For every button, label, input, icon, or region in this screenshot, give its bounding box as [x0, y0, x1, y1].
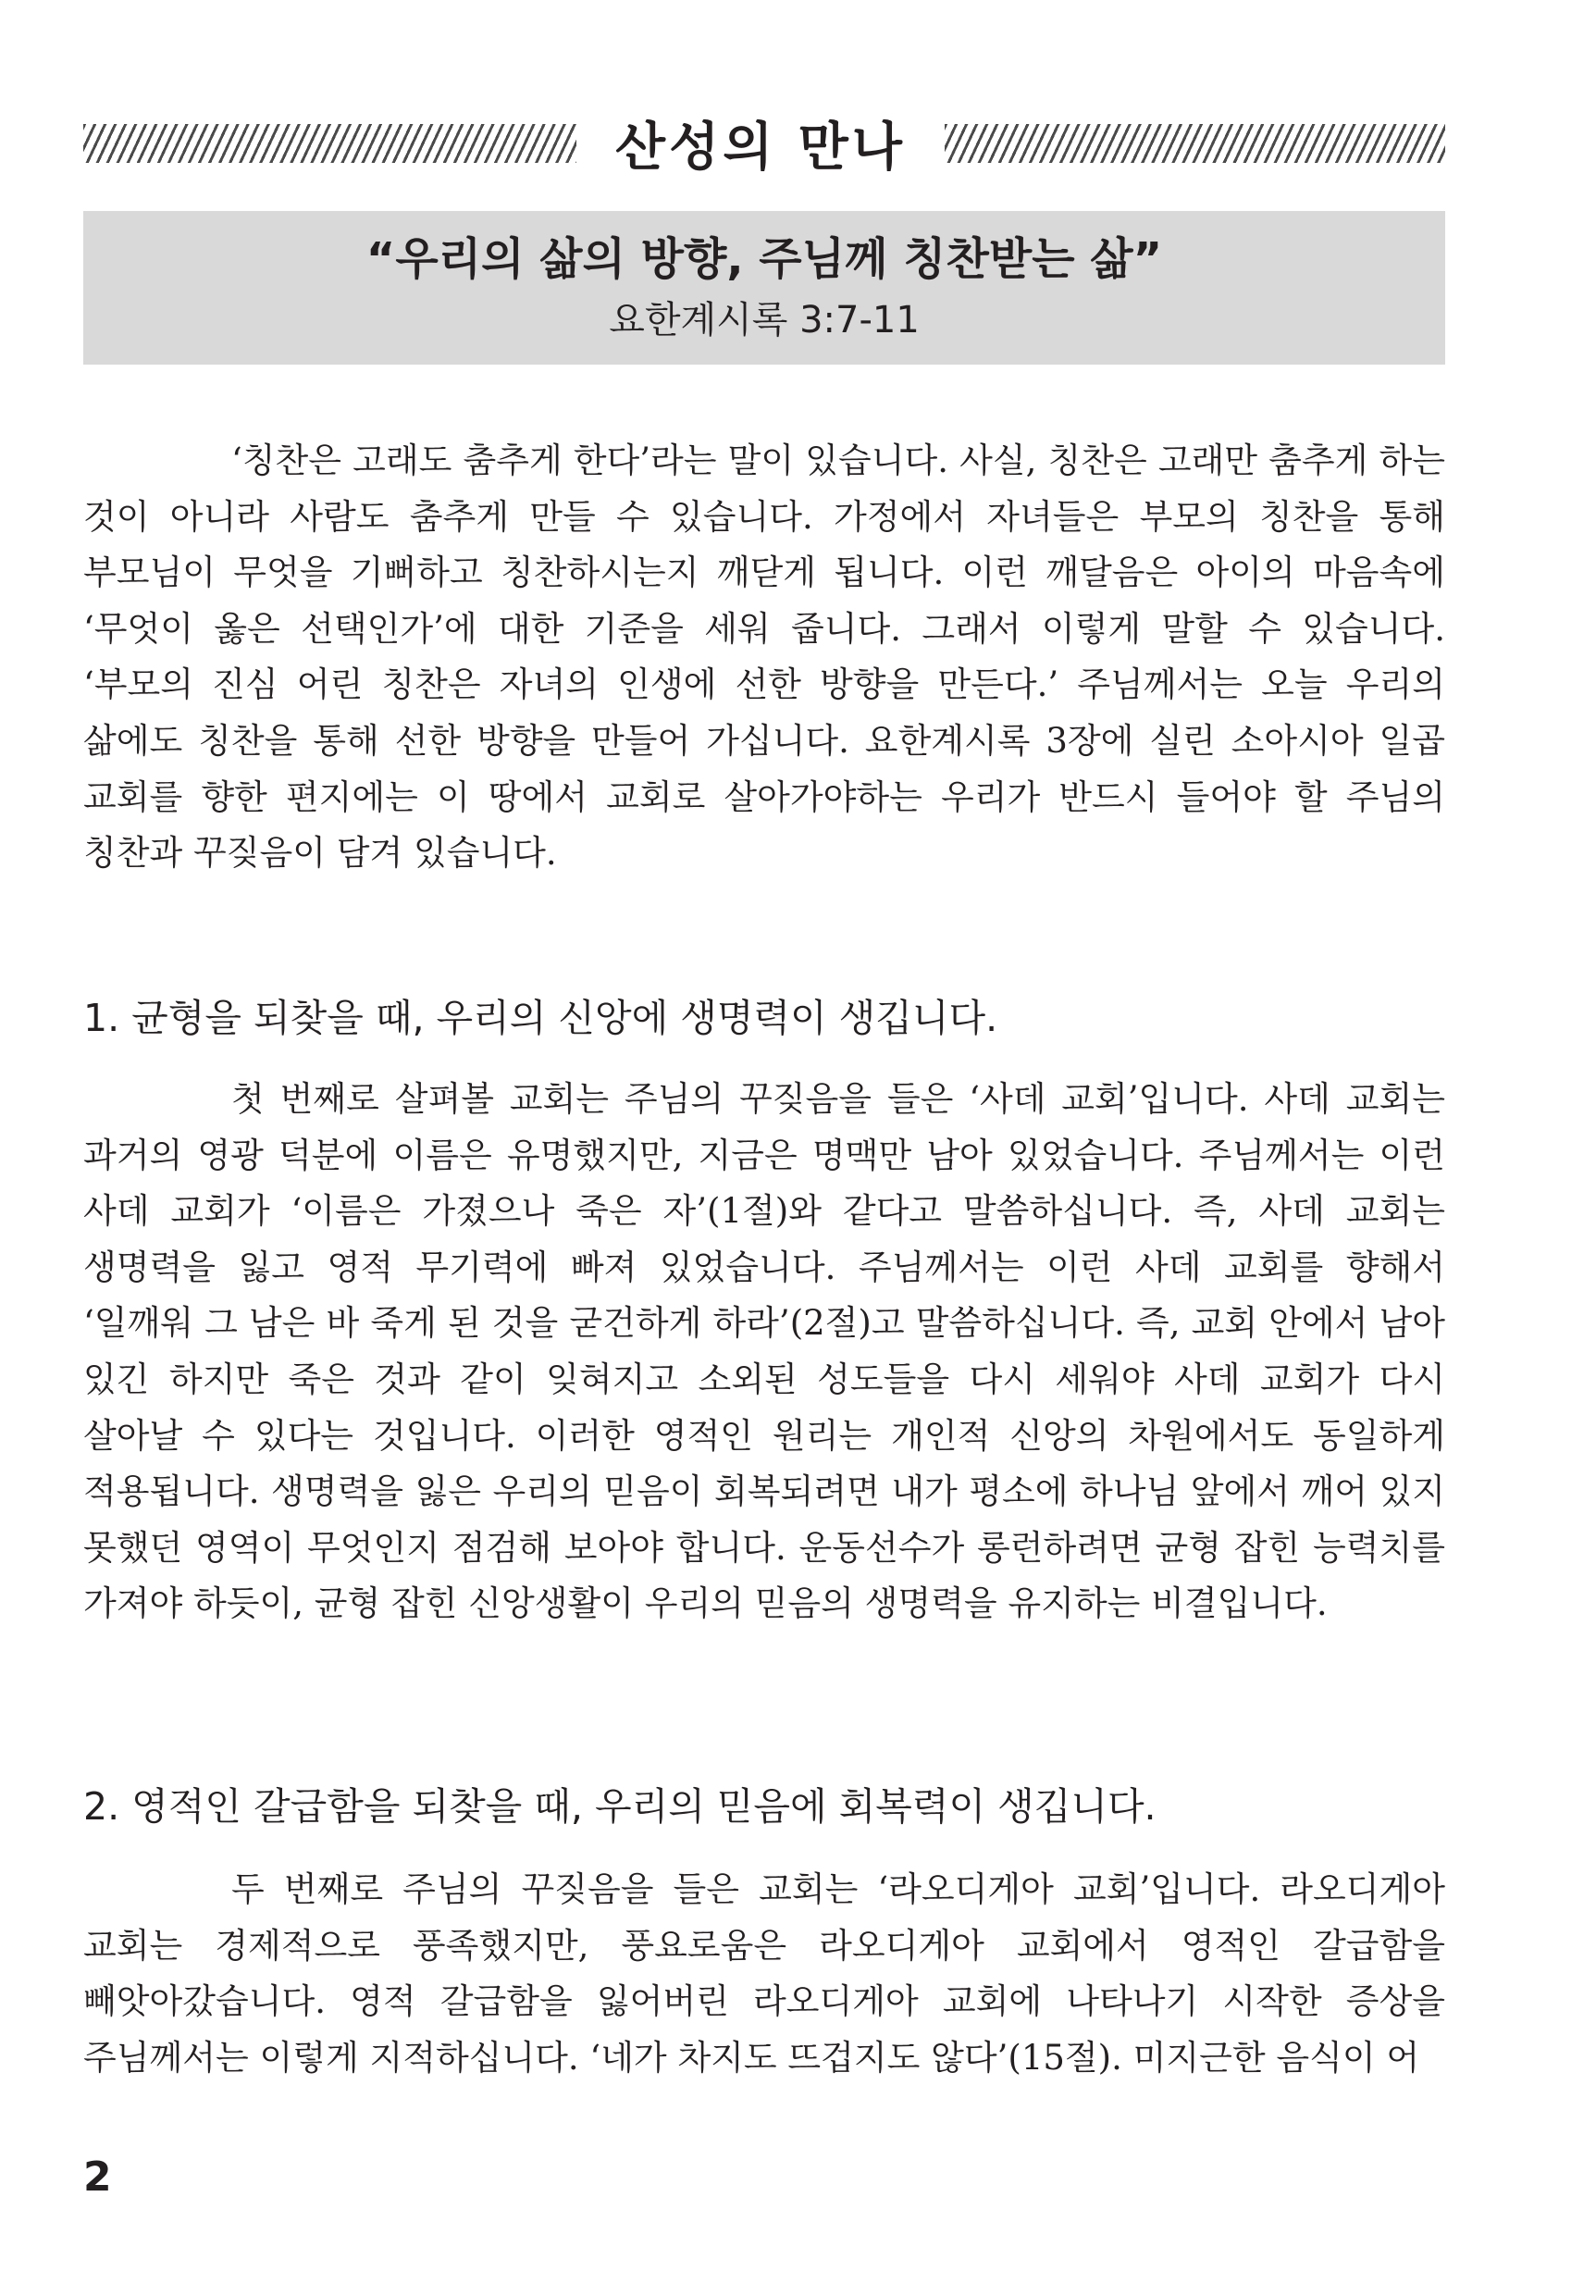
hatch-decoration-right — [945, 124, 1445, 163]
hatch-decoration-left — [83, 124, 576, 163]
sermon-title: “우리의 삶의 방향, 주님께 칭찬받는 삶” — [365, 233, 1163, 285]
intro-text: ‘칭찬은 고래도 춤추게 한다’라는 말이 있습니다. 사실, 칭찬은 고래만 춤추게 하는 것이 아니라 사람도 춤추게 만들 수 있습니다. 가정에서 자녀들은 부모의 칭찬을 통해 부모님이 무엇을 기뻐하고 칭찬하시는지 깨닫게 됩니다. 이런 깨달음은 아이의 마음속에 ‘무엇이 옳은 선택인가’에 대한 기준을 세워 줍니다. 그래서 이렇게 말할 수 있습니다. ‘부모의 진심 어린 칭찬은 자녀의 인생에 선한 방향을 만든다.’ 주님께서는 오늘 우리의 삶에도 칭찬을 통해 선한 방향을 만들어 가십니다. 요한계시록 3장에 실린 소아시아 일곱 교회를 향한 편지에는 이 땅에서 교회로 살아가야하는 우리가 반드시 들어야 할 주님의 칭찬과 꾸짖음이 담겨 있습니다. — [83, 441, 1445, 874]
page-number: 2 — [83, 2153, 112, 2201]
section-2-heading: 2. 영적인 갈급함을 되찾을 때, 우리의 믿음에 회복력이 생깁니다. — [83, 1784, 1157, 1829]
section-1-text: 첫 번째로 살펴볼 교회는 주님의 꾸짖음을 들은 ‘사데 교회’입니다. 사데 교회는 과거의 영광 덕분에 이름은 유명했지만, 지금은 명맥만 남아 있었습니다. 주님께서는 이런 사데 교회가 ‘이름은 가졌으나 죽은 자’(1절)와 같다고 말씀하십니다. 즉, 사데 교회는 생명력을 잃고 영적 무기력에 빠져 있었습니다. 주님께서는 이런 사데 교회를 향해서 ‘일깨워 그 남은 바 죽게 된 것을 굳건하게 하라’(2절)고 말씀하십니다. 즉, 교회 안에서 남아 있긴 하지만 죽은 것과 같이 잊혀지고 소외된 성도들을 다시 세워야 사데 교회가 다시 살아날 수 있다는 것입니다. 이러한 영적인 원리는 개인적 신앙의 차원에서도 동일하게 적용됩니다. 생명력을 잃은 우리의 믿음이 회복되려면 내가 평소에 하나님 앞에서 깨어 있지 못했던 영역이 무엇인지 점검해 보아야 합니다. 운동선수가 롱런하려면 균형 잡힌 능력치를 가져야 하듯이, 균형 잡힌 신앙생활이 우리의 믿음의 생명력을 유지하는 비결입니다. — [83, 1079, 1445, 1624]
section-title: 산성의 만나 — [615, 118, 906, 178]
scripture-reference: 요한계시록 3:7-11 — [609, 299, 920, 341]
section-1-heading: 1. 균형을 되찾을 때, 우리의 신앙에 생명력이 생깁니다. — [83, 996, 998, 1040]
section-2-text: 두 번째로 주님의 꾸짖음을 들은 교회는 ‘라오디게아 교회’입니다. 라오디게아 교회는 경제적으로 풍족했지만, 풍요로움은 라오디게아 교회에서 영적인 갈급함을 빼앗아갔습니다. 영적 갈급함을 잃어버린 라오디게아 교회에 나타나기 시작한 증상을 주님께서는 이렇게 지적하십니다. ‘네가 차지도 뜨겁지도 않다’(15절). 미지근한 음식이 어 — [83, 1869, 1445, 2078]
section-header — [83, 106, 1445, 180]
sermon-title-box — [83, 211, 1445, 365]
intro-paragraph — [83, 433, 1445, 882]
section-1-paragraph — [83, 1072, 1445, 1632]
section-2-paragraph — [83, 1862, 1445, 2086]
